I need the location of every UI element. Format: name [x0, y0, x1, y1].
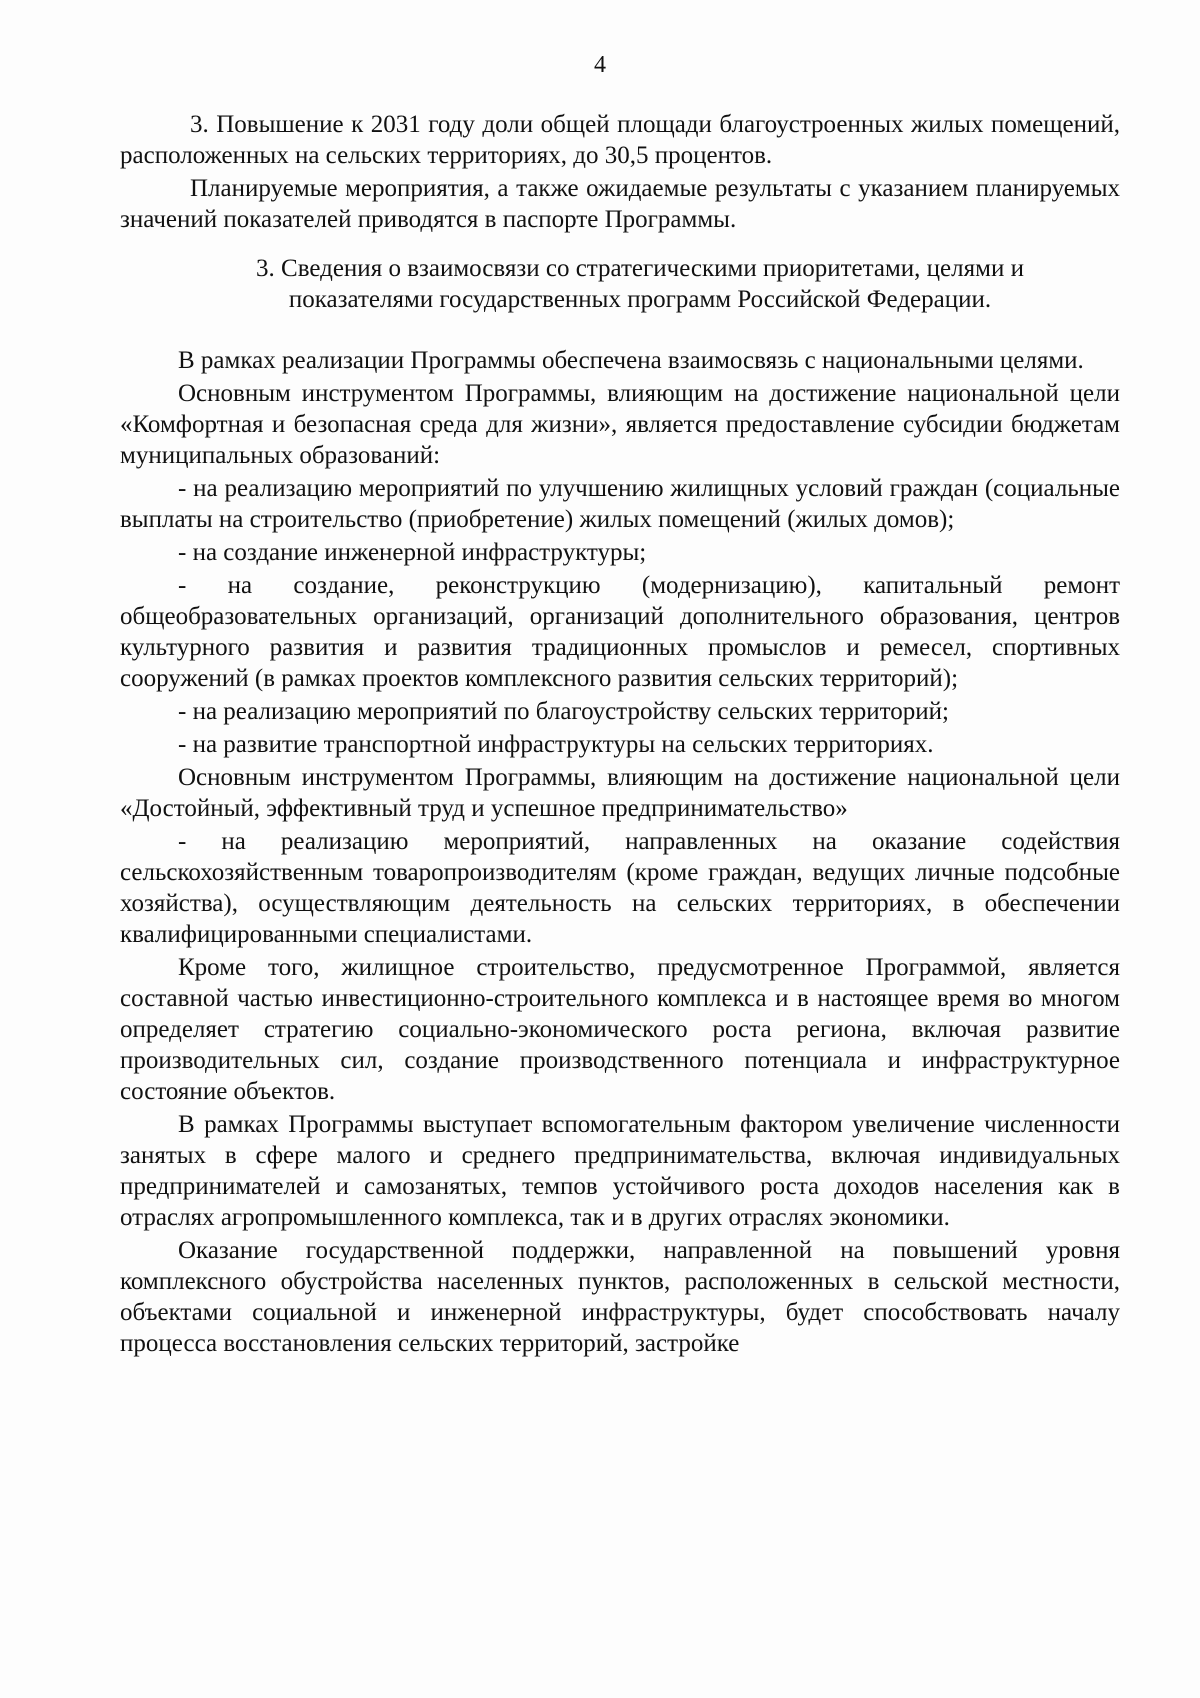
spacer [120, 315, 1120, 345]
section-title-line-1: 3. Сведения о взаимосвязи со стратегическими приоритетами, целями и [256, 255, 1024, 282]
paragraph-main-tool-2: Основным инструментом Программы, влияющим на достижение национальной цели «Достойный, эффективный труд и успешное предпринимательство» [120, 764, 1120, 822]
paragraph-auxiliary-factor: В рамках Программы выступает вспомогательным фактором увеличение численности занятых в сфере малого и среднего предпринимательства, включая индивидуальных предпринимателей и самозанятых, темпов устойчивого роста доходов населения как в отраслях агропромышленного комплекса, так и в других отраслях экономики. [120, 1111, 1120, 1231]
section-title-line-2: показателями государственных программ Российской Федерации. [288, 286, 992, 313]
page-number: 4 [594, 52, 606, 78]
list-item: - на реализацию мероприятий, направленных на оказание содействия сельскохозяйственным товаропроизводителям (кроме граждан, ведущих личные подсобные хозяйства), осуществляющим деятельность на сельских территориях, в обеспечении квалифицированными специалистами. [120, 828, 1120, 948]
list-item: - на развитие транспортной инфраструктуры на сельских территориях. [178, 731, 934, 758]
document-body [120, 109, 1120, 1359]
paragraph-main-tool-1: Основным инструментом Программы, влияющим на достижение национальной цели «Комфортная и безопасная среда для жизни», является предоставление субсидии бюджетам муниципальных образований: [120, 380, 1120, 469]
paragraph-planned-measures: Планируемые мероприятия, а также ожидаемые результаты с указанием планируемых значений показателей приводятся в паспорте Программы. [120, 175, 1120, 233]
paragraph-state-support: Оказание государственной поддержки, направленной на повышений уровня комплексного обустройства населенных пунктов, расположенных в сельской местности, объектами социальной и инженерной инфраструктуры, будет способствовать началу процесса восстановления сельских территорий, застройке [120, 1237, 1120, 1357]
paragraph-goal-3: 3. Повышение к 2031 году доли общей площади благоустроенных жилых помещений, расположенных на сельских территориях, до 30,5 процентов. [120, 111, 1120, 169]
paragraph-national-goals: В рамках реализации Программы обеспечена взаимосвязь с национальными целями. [178, 347, 1084, 374]
section-title [120, 253, 1120, 315]
list-item: - на создание инженерной инфраструктуры; [178, 539, 647, 566]
list-item: - на создание, реконструкцию (модернизацию), капитальный ремонт общеобразовательных организаций, организаций дополнительного образования, центров культурного развития и развития традиционных промыслов и ремесел, спортивных сооружений (в рамках проектов комплексного развития сельских территорий); [120, 572, 1120, 692]
list-item: - на реализацию мероприятий по улучшению жилищных условий граждан (социальные выплаты на строительство (приобретение) жилых помещений (жилых домов); [120, 475, 1120, 533]
paragraph-housing-construction: Кроме того, жилищное строительство, предусмотренное Программой, является составной частью инвестиционно-строительного комплекса и в настоящее время во многом определяет стратегию социально-экономического роста региона, включая развитие производительных сил, создание производственного потенциала и инфраструктурное состояние объектов. [120, 954, 1120, 1105]
list-item: - на реализацию мероприятий по благоустройству сельских территорий; [178, 698, 949, 725]
